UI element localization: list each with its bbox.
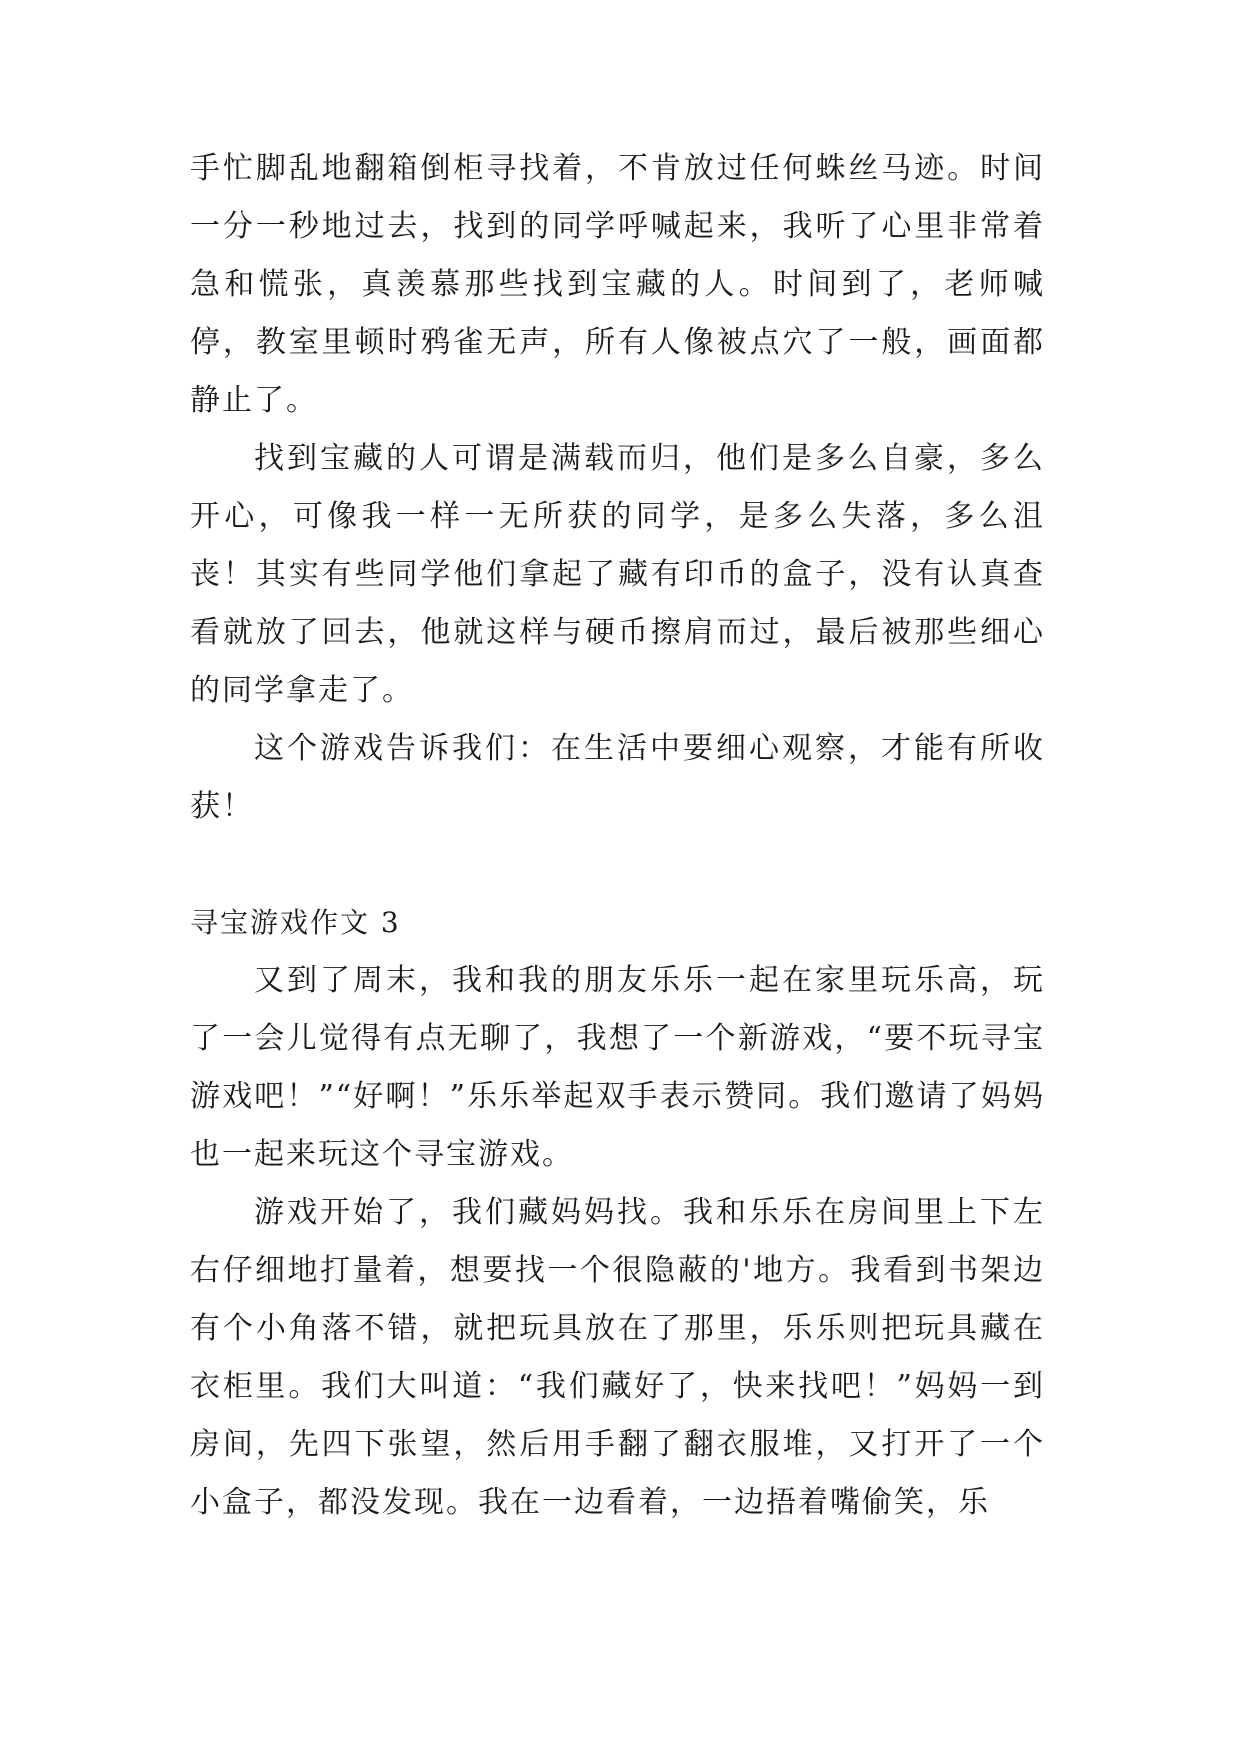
- paragraph: 游戏开始了，我们藏妈妈找。我和乐乐在房间里上下左右仔细地打量着，想要找一个很隐蔽的'地方。我看到书架边有个小角落不错，就把玩具放在了那里，乐乐则把玩具藏在衣柜里。我们大叫道：“我们藏好了，快来找吧！”妈妈一到房间，先四下张望，然后用手翻了翻衣服堆，又打开了一个小盒子，都没发现。我在一边看着，一边捂着嘴偷笑，乐: [190, 1195, 1045, 1520]
- paragraph: 找到宝藏的人可谓是满载而归，他们是多么自豪，多么开心，可像我一样一无所获的同学，是多么失落，多么沮丧！其实有些同学他们拿起了藏有印币的盒子，没有认真查看就放了回去，他就这样与硬币擦肩而过，最后被那些细心的同学拿走了。: [190, 441, 1045, 708]
- paragraph: 这个游戏告诉我们：在生活中要细心观察，才能有所收获！: [190, 731, 1045, 824]
- section-title: 寻宝游戏作文 3: [190, 906, 401, 939]
- paragraph: 手忙脚乱地翻箱倒柜寻找着，不肯放过任何蛛丝马迹。时间一分一秒地过去，找到的同学呼喊起来，我听了心里非常着急和慌张，真羡慕那些找到宝藏的人。时间到了，老师喊停，教室里顿时鸦雀无声，所有人像被点穴了一般，画面都静止了。: [190, 151, 1045, 418]
- paragraph: 又到了周末，我和我的朋友乐乐一起在家里玩乐高，玩了一会儿觉得有点无聊了，我想了一个新游戏，“要不玩寻宝游戏吧！”“好啊！”乐乐举起双手表示赞同。我们邀请了妈妈也一起来玩这个寻宝游戏。: [190, 963, 1045, 1172]
- document-page: [190, 140, 1045, 1532]
